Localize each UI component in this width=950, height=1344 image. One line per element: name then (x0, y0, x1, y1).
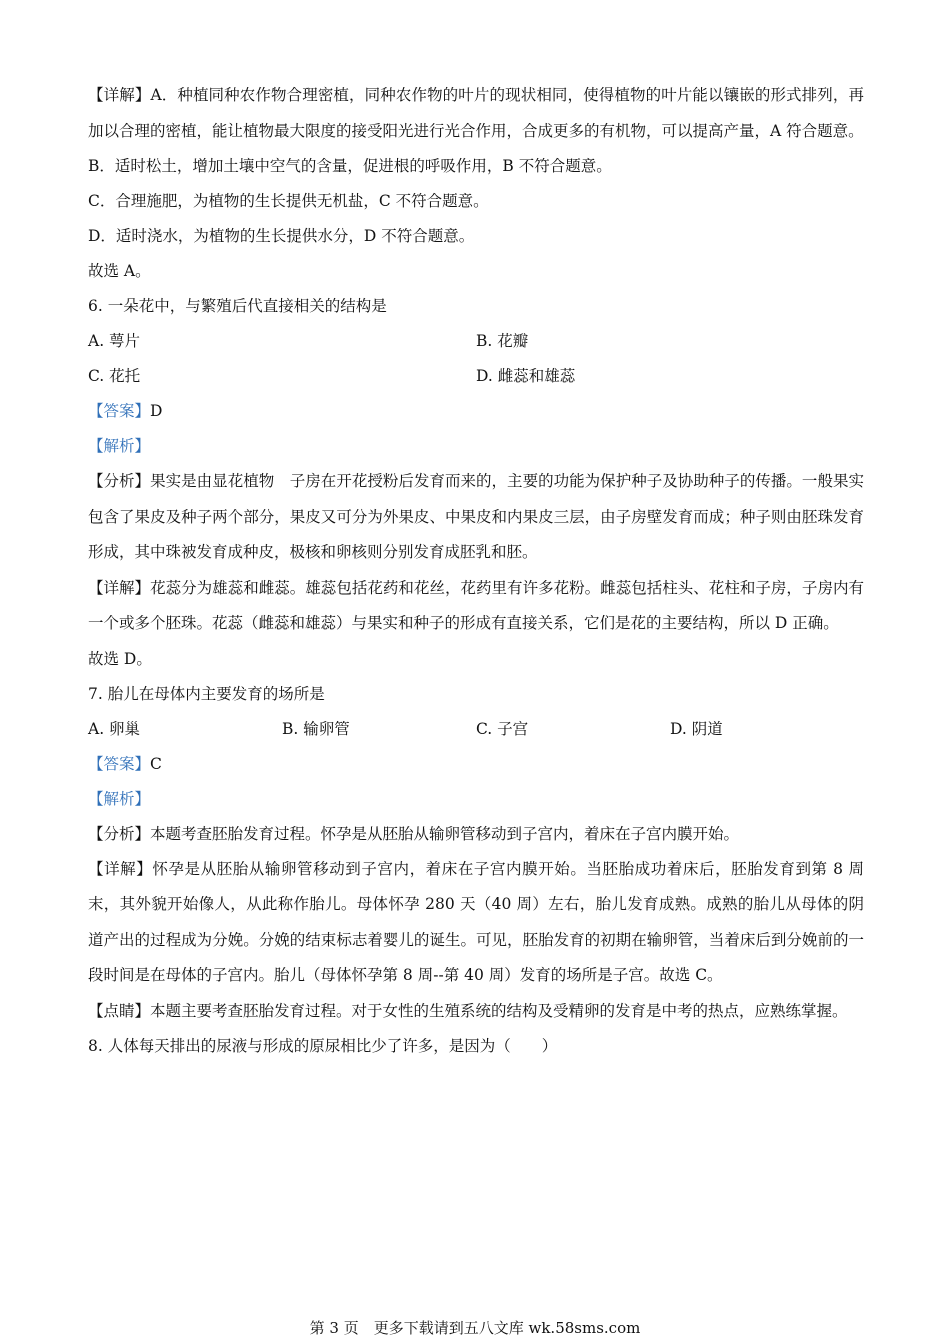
q7-answer-value: C (150, 754, 162, 773)
q6-fenxi-text: 果实是由显花植物 子房在开花授粉后发育而来的，主要的功能为保护种子及协助种子的传播。一般果实包含了果皮及种子两个部分，果皮又可分为外果皮、中果皮和内果皮三层，由子房壁发育而成；种子则由胚珠发育形成，其中珠被发育成种皮，极核和卵核则分别发育成胚乳和胚。 (88, 472, 864, 561)
q5-detail-tag: 【详解】 (88, 86, 151, 104)
q7-option-c: C. 子宫 (476, 719, 529, 738)
q6-options-row-2 (88, 359, 864, 394)
q5-option-b-explain: B．适时松土，增加土壤中空气的含量，促进根的呼吸作用，B 不符合题意。 (88, 157, 612, 175)
q8-question: 8. 人体每天排出的尿液与形成的原尿相比少了许多，是因为（ ） (88, 1037, 558, 1055)
q7-answer (88, 747, 864, 782)
q5-detail (88, 78, 864, 149)
q6-conclusion: 故选 D。 (88, 649, 152, 668)
q7-question: 7. 胎儿在母体内主要发育的场所是 (88, 684, 325, 703)
q7-detail (88, 852, 864, 994)
q6-option-a: A. 萼片 (88, 332, 141, 350)
page-footer: 第 3 页 更多下载请到五八文库 wk.58sms.com (309, 1319, 641, 1337)
q6-detail (88, 571, 864, 642)
q7-fenxi (88, 817, 864, 852)
q5-option-d-explain: D．适时浇水，为植物的生长提供水分，D 不符合题意。 (88, 227, 475, 245)
q5-detail-text: A．种植同种农作物合理密植，同种农作物的叶片的现状相同，使得植物的叶片能以镶嵌的形式排列，再加以合理的密植，能让植物最大限度的接受阳光进行光合作用，合成更多的有机物，可以提高产量，A 符合题意。 (88, 86, 864, 140)
q7-answer-tag: 【答案】 (88, 754, 151, 773)
q6-answer-tag: 【答案】 (88, 402, 151, 420)
q7-analysis-tag: 【解析】 (88, 789, 151, 808)
q7-detail-text: 怀孕是从胚胎从输卵管移动到子宫内，着床在子宫内膜开始。当胚胎成功着床后，胚胎发育到第 8 周末，其外貌开始像人，从此称作胎儿。母体怀孕 280 天（40 周）左右，胎儿发育成熟。成熟的胎儿从母体的阴道产出的过程成为分娩。分娩的结束标志着婴儿的诞生。可见，胚胎发育的初期在输卵管，当着床后到分娩前的一段时间是在母体的子宫内。胎儿（母体怀孕第 8 周--第 40 周）发育的场所是子宫。故选 C。 (88, 859, 864, 984)
q6-analysis-tag: 【解析】 (88, 437, 151, 455)
q6-detail-text: 花蕊分为雄蕊和雌蕊。雄蕊包括花药和花丝，花药里有许多花粉。雌蕊包括柱头、花柱和子房，子房内有一个或多个胚珠。花蕊（雌蕊和雄蕊）与果实和种子的形成有直接关系，它们是花的主要结构，所以 D 正确。 (88, 578, 864, 632)
q6-answer-value: D (150, 402, 163, 420)
q6-options-row-1 (88, 324, 864, 359)
q6-option-c: C. 花托 (88, 367, 141, 385)
q5-option-c-explain: C．合理施肥，为植物的生长提供无机盐，C 不符合题意。 (88, 192, 489, 210)
q6-detail-tag: 【详解】 (88, 578, 151, 597)
q7-comment (88, 994, 864, 1030)
q6-question: 6. 一朵花中，与繁殖后代直接相关的结构是 (88, 297, 387, 315)
q6-fenxi-tag: 【分析】 (88, 472, 151, 490)
q7-fenxi-tag: 【分析】 (88, 824, 151, 843)
q7-comment-tag: 【点睛】 (88, 1001, 151, 1020)
q7-option-b: B. 输卵管 (282, 719, 350, 738)
q6-option-b: B. 花瓣 (476, 332, 529, 350)
document-content (88, 78, 864, 1064)
q7-fenxi-text: 本题考查胚胎发育过程。怀孕是从胚胎从输卵管移动到子宫内，着床在子宫内膜开始。 (150, 824, 740, 843)
q7-option-a: A. 卵巢 (88, 719, 141, 738)
q7-comment-text: 本题主要考查胚胎发育过程。对于女性的生殖系统的结构及受精卵的发育是中考的热点，应熟练掌握。 (150, 1001, 848, 1020)
q7-option-d: D. 阴道 (670, 719, 723, 738)
q6-answer (88, 394, 864, 429)
q7-options-row (88, 712, 864, 747)
q6-option-d: D. 雌蕊和雄蕊 (476, 367, 576, 385)
q5-conclusion: 故选 A。 (88, 262, 151, 280)
q7-detail-tag: 【详解】 (88, 859, 153, 878)
q6-fenxi (88, 464, 864, 571)
